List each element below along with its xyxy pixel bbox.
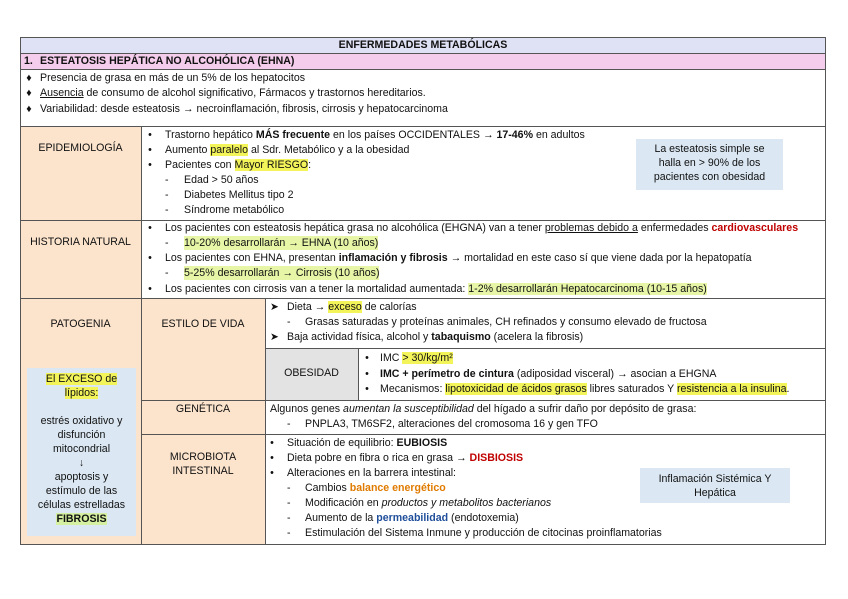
micro-sub-3: Aumento de la permeabilidad (endotoxemia) [305, 512, 519, 524]
obesidad-line-2: IMC + perímetro de cintura (adiposidad visceral) → asocian a EHGNA [380, 368, 717, 380]
lipid-excess-box [27, 368, 136, 536]
dash-icon: - [287, 497, 291, 509]
bullet-icon: • [270, 437, 274, 449]
hist-sub-1: 10-20% desarrollarán → EHNA (10 años) [184, 237, 379, 249]
diamond-bullet-icon: ♦ [26, 103, 32, 115]
bullet-icon: • [365, 368, 369, 380]
hist-line-2: Los pacientes con EHNA, presentan inflamación y fibrosis → mortalidad en este caso sí que viene dada por la hepatopatía [165, 252, 752, 264]
arrow-bullet-icon: ➤ [270, 301, 279, 313]
epidemiologia-note: La esteatosis simple se halla en > 90% de los pacientes con obesidad [636, 139, 783, 190]
estilo-line-2: Baja actividad física, alcohol y tabaquismo (acelera la fibrosis) [287, 331, 584, 343]
bullet-icon: • [148, 252, 152, 264]
box-line-6: células estrelladas [37, 499, 126, 511]
epi-line-1: Trastorno hepático MÁS frecuente en los países OCCIDENTALES → 17-46% en adultos [165, 129, 585, 141]
obesidad-line-3: Mecanismos: lipotoxicidad de ácidos grasos libres saturados Y resistencia a la insulina. [380, 383, 790, 395]
micro-sub-4: Estimulación del Sistema Inmune y producción de citocinas proinflamatorias [305, 527, 662, 539]
box-line-4: apoptosis y [54, 471, 109, 483]
box-line-2: disfunción [57, 429, 106, 441]
intro-line-3: Variabilidad: desde esteatosis → necroinflamación, fibrosis, cirrosis y hepatocarcinoma [40, 103, 448, 115]
obesidad-line-1: IMC > 30/kg/m² [380, 352, 453, 364]
epi-sub-2: Diabetes Mellitus tipo 2 [184, 189, 294, 201]
box-line-1: estrés oxidativo y [40, 415, 123, 427]
arrow-bullet-icon: ➤ [270, 331, 279, 343]
epi-line-2: Aumento paralelo al Sdr. Metabólico y a la obesidad [165, 144, 410, 156]
epi-line-3: Pacientes con Mayor RIESGO: [165, 159, 312, 171]
micro-line-3: Alteraciones en la barrera intestinal: [287, 467, 457, 479]
estilo-sub-1: Grasas saturadas y proteínas animales, CH refinados y consumo elevado de fructosa [305, 316, 707, 328]
microbiota-label: MICROBIOTA INTESTINAL [169, 451, 237, 477]
estilo-label: ESTILO DE VIDA [161, 318, 245, 330]
dash-icon: - [165, 204, 169, 216]
genetica-sub-1: PNPLA3, TM6SF2, alteraciones del cromosoma 16 y gen TFO [305, 418, 598, 430]
hist-sub-2: 5-25% desarrollarán → Cirrosis (10 años) [184, 267, 380, 279]
box-heading-1: El EXCESO de [45, 373, 118, 385]
bullet-icon: • [365, 383, 369, 395]
epi-sub-3: Síndrome metabólico [184, 204, 285, 216]
dash-icon: - [287, 527, 291, 539]
down-arrow-icon: ↓ [78, 457, 85, 469]
box-line-3: mitocondrial [52, 443, 111, 455]
genetica-label: GENÉTICA [175, 403, 231, 415]
micro-sub-2: Modificación en productos y metabolitos bacterianos [305, 497, 552, 509]
bullet-icon: • [270, 467, 274, 479]
micro-line-1: Situación de equilibrio: EUBIOSIS [287, 437, 448, 449]
dash-icon: - [287, 512, 291, 524]
hist-line-3: Los pacientes con cirrosis van a tener la mortalidad aumentada: 1-2% desarrollarán Hepatocarcinoma (10-15 años) [165, 283, 707, 295]
micro-sub-1: Cambios balance energético [305, 482, 446, 494]
dash-icon: - [287, 418, 291, 430]
dash-icon: - [165, 267, 169, 279]
fibrosis-label: FIBROSIS [56, 513, 107, 525]
intro-line-2: Ausencia de consumo de alcohol significativo, Fármacos y trastornos hereditarios. [40, 87, 426, 99]
historia-label: HISTORIA NATURAL [30, 236, 131, 248]
dash-icon: - [165, 174, 169, 186]
page-title: ENFERMEDADES METABÓLICAS [338, 39, 508, 51]
genetica-line-1: Algunos genes aumentan la susceptibilidad del hígado a sufrir daño por depósito de grasa: [270, 403, 697, 415]
dash-icon: - [165, 189, 169, 201]
section-title: ESTEATOSIS HEPÁTICA NO ALCOHÓLICA (EHNA) [40, 55, 295, 67]
diamond-bullet-icon: ♦ [26, 87, 32, 99]
hist-line-1: Los pacientes con esteatosis hepática grasa no alcohólica (EHGNA) van a tener problemas debido a enfermedades cardiovasculares [165, 222, 799, 234]
bullet-icon: • [148, 144, 152, 156]
obesidad-label: OBESIDAD [284, 367, 339, 379]
bullet-icon: • [148, 283, 152, 295]
historia-label-bg [20, 220, 141, 298]
box-line-5: estímulo de las [45, 485, 118, 497]
epi-sub-1: Edad > 50 años [184, 174, 259, 186]
dash-icon: - [165, 237, 169, 249]
bullet-icon: • [365, 352, 369, 364]
dash-icon: - [287, 482, 291, 494]
epidemiologia-label: EPIDEMIOLOGÍA [38, 142, 123, 154]
estilo-label-bg [141, 298, 265, 400]
bullet-icon: • [148, 222, 152, 234]
diamond-bullet-icon: ♦ [26, 72, 32, 84]
box-heading-2: lípidos: [64, 387, 99, 399]
microbiota-note: Inflamación Sistémica Y Hepática [640, 468, 790, 503]
patogenia-label: PATOGENIA [50, 318, 111, 330]
intro-line-1: Presencia de grasa en más de un 5% de los hepatocitos [40, 72, 306, 84]
dash-icon: - [287, 316, 291, 328]
micro-line-2: Dieta pobre en fibra o rica en grasa → DISBIOSIS [287, 452, 524, 464]
estilo-line-1: Dieta → exceso de calorías [287, 301, 417, 313]
bullet-icon: • [148, 129, 152, 141]
section-number: 1. [24, 55, 33, 67]
bullet-icon: • [148, 159, 152, 171]
bullet-icon: • [270, 452, 274, 464]
